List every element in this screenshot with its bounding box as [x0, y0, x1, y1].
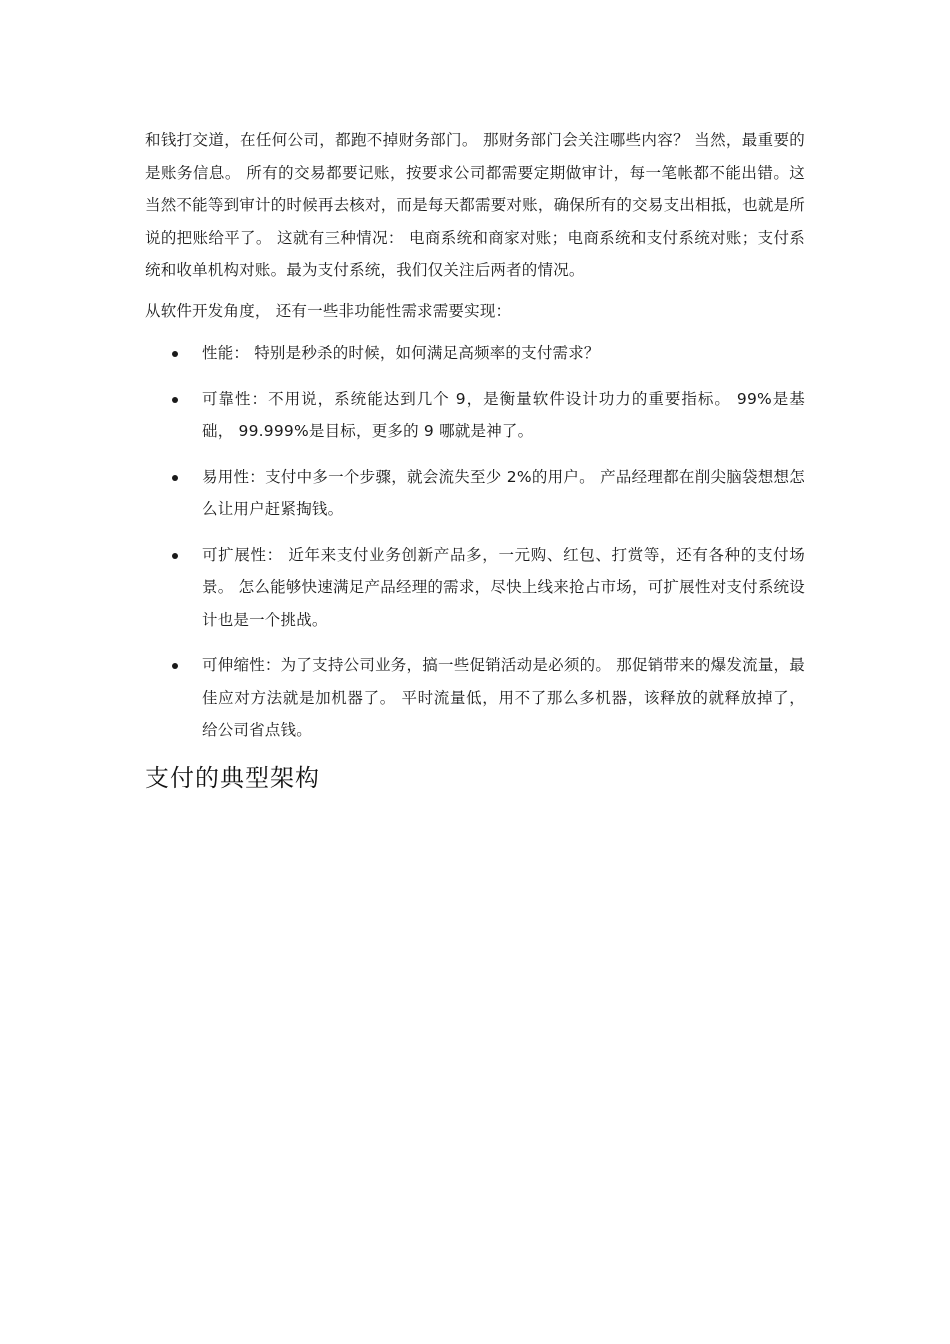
document-page	[145, 124, 805, 796]
list-item-text: 可靠性：不用说，系统能达到几个 9，是衡量软件设计功力的重要指标。 99%是基础， 99.999%是目标，更多的 9 哪就是神了。	[202, 389, 805, 440]
list-item-text: 性能： 特别是秒杀的时候，如何满足高频率的支付需求？	[202, 344, 600, 362]
paragraph-reconciliation: 和钱打交道，在任何公司，都跑不掉财务部门。 那财务部门会关注哪些内容？ 当然，最重要的是账务信息。 所有的交易都要记账，按要求公司都需要定期做审计，每一笔帐都不能出错。这当然不能等到审计的时候再去核对，而是每天都需要对账，确保所有的交易支出相抵，也就是所说的把账给平了。 这就有三种情况： 电商系统和商家对账；电商系统和支付系统对账；支付系统和收单机构对账。最为支付系统，我们仅关注后两者的情况。	[145, 131, 805, 279]
list-item-text: 可扩展性： 近年来支付业务创新产品多，一元购、红包、打赏等，还有各种的支付场景。 怎么能够快速满足产品经理的需求，尽快上线来抢占市场，可扩展性对支付系统设计也是一个挑战。	[202, 545, 805, 629]
list-item	[145, 649, 805, 747]
list-item	[145, 539, 805, 637]
section-heading: 支付的典型架构	[145, 763, 320, 792]
paragraph-nonfunctional-intro: 从软件开发角度， 还有一些非功能性需求需要实现：	[145, 301, 512, 320]
list-item	[145, 383, 805, 448]
requirements-list	[145, 337, 805, 747]
bullet-icon	[172, 351, 178, 357]
list-item	[145, 337, 805, 370]
bullet-icon	[172, 663, 178, 669]
list-item-text: 可伸缩性：为了支持公司业务，搞一些促销活动是必须的。 那促销带来的爆发流量，最佳应对方法就是加机器了。 平时流量低，用不了那么多机器，该释放的就释放掉了， 给公司省点钱。	[202, 656, 805, 739]
list-item-text: 易用性：支付中多一个步骤，就会流失至少 2%的用户。 产品经理都在削尖脑袋想想怎么让用户赶紧掏钱。	[202, 467, 805, 518]
bullet-icon	[172, 397, 178, 403]
list-item	[145, 461, 805, 526]
bullet-icon	[172, 475, 178, 481]
bullet-icon	[172, 553, 178, 559]
